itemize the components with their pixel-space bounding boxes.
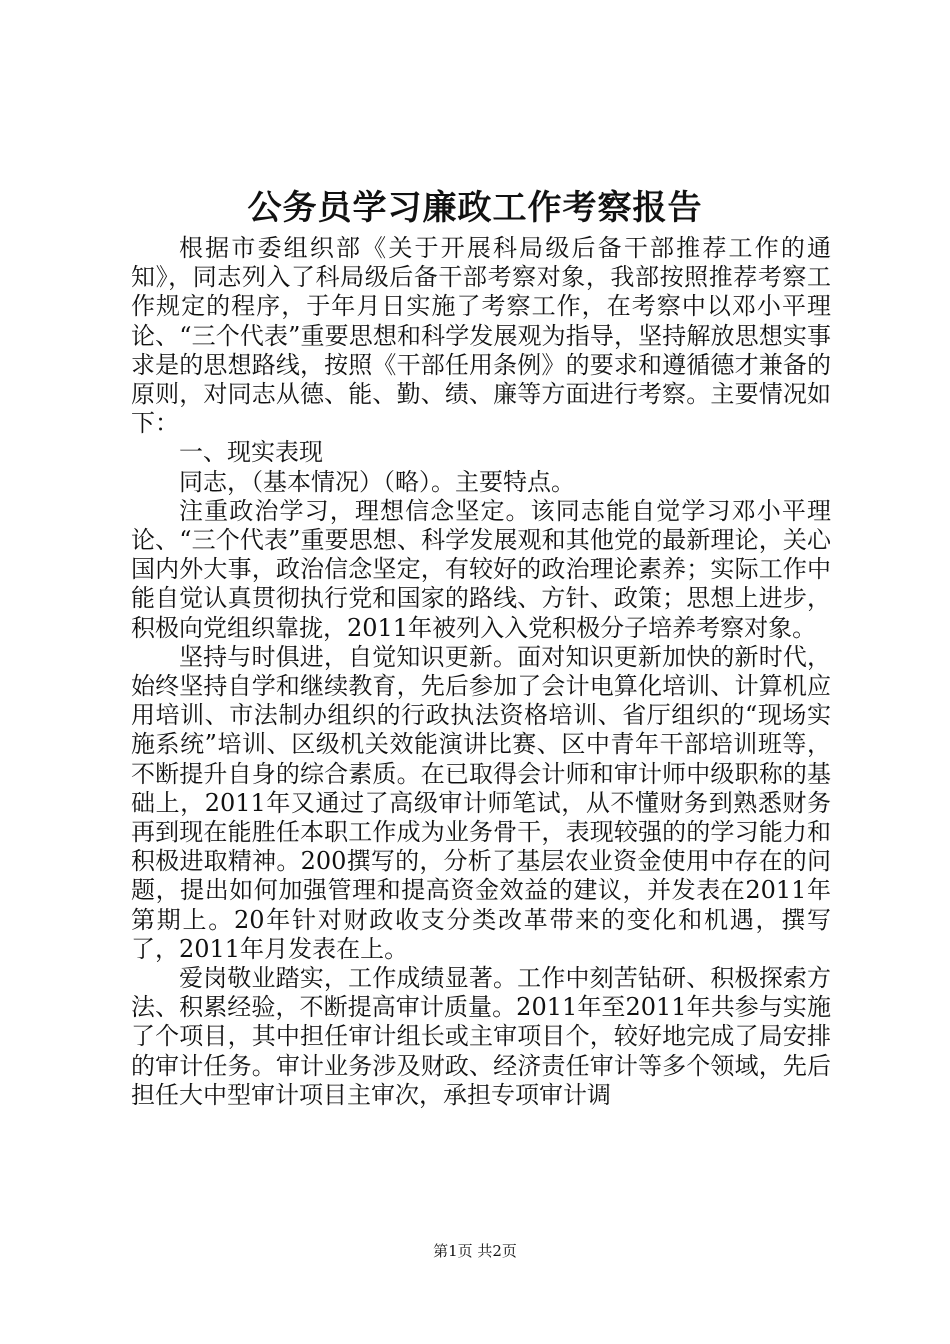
paragraph-political-study: 注重政治学习，理想信念坚定。该同志能自觉学习邓小平理论、“三个代表”重要思想、科学发展观和其他党的最新理论，关心国内外大事，政治信念坚定，有较好的政治理论素养；实际工作中能自觉认真贯彻执行党和国家的路线、方针、政策；思想上进步，积极向党组织靠拢，2011年被列入入党积极分子培养考察对象。 [131,496,831,642]
paragraph-knowledge-update: 坚持与时俱进，自觉知识更新。面对知识更新加快的新时代，始终坚持自学和继续教育，先后参加了会计电算化培训、计算机应用培训、市法制办组织的行政执法资格培训、省厅组织的“现场实施系统”培训、区级机关效能演讲比赛、区中青年干部培训班等，不断提升自身的综合素质。在已取得会计师和审计师中级职称的基础上，2011年又通过了高级审计师笔试，从不懂财务到熟悉财务再到现在能胜任本职工作成为业务骨干，表现较强的的学习能力和积极进取精神。200撰写的，分析了基层农业资金使用中存在的问题，提出如何加强管理和提高资金效益的建议，并发表在2011年第期上。20年针对财政收支分类改革带来的变化和机遇，撰写了，2011年月发表在上。 [131,642,831,963]
page-footer: 第1页 共2页 [433,1242,517,1260]
paragraph-section-heading: 一、现实表现 [179,438,323,467]
document-title: 公务员学习廉政工作考察报告 [247,188,703,228]
paragraph-basic-info: 同志，（基本情况）（略）。主要特点。 [179,467,575,496]
paragraph-work-performance: 爱岗敬业踏实，工作成绩显著。工作中刻苦钻研、积极探索方法、积累经验，不断提高审计质量。2011年至2011年共参与实施了个项目，其中担任审计组长或主审项目个，较好地完成了局安排的审计任务。审计业务涉及财政、经济责任审计等多个领域，先后担任大中型审计项目主审次，承担专项审计调 [131,964,831,1109]
document-body [131,234,831,1110]
paragraph-intro: 根据市委组织部《关于开展科局级后备干部推荐工作的通知》，同志列入了科局级后备干部考察对象，我部按照推荐考察工作规定的程序，于年月日实施了考察工作，在考察中以邓小平理论、“三个代表”重要思想和科学发展观为指导，坚持解放思想实事求是的思想路线，按照《干部任用条例》的要求和遵循德才兼备的原则，对同志从德、能、勤、绩、廉等方面进行考察。主要情况如下： [131,234,831,438]
